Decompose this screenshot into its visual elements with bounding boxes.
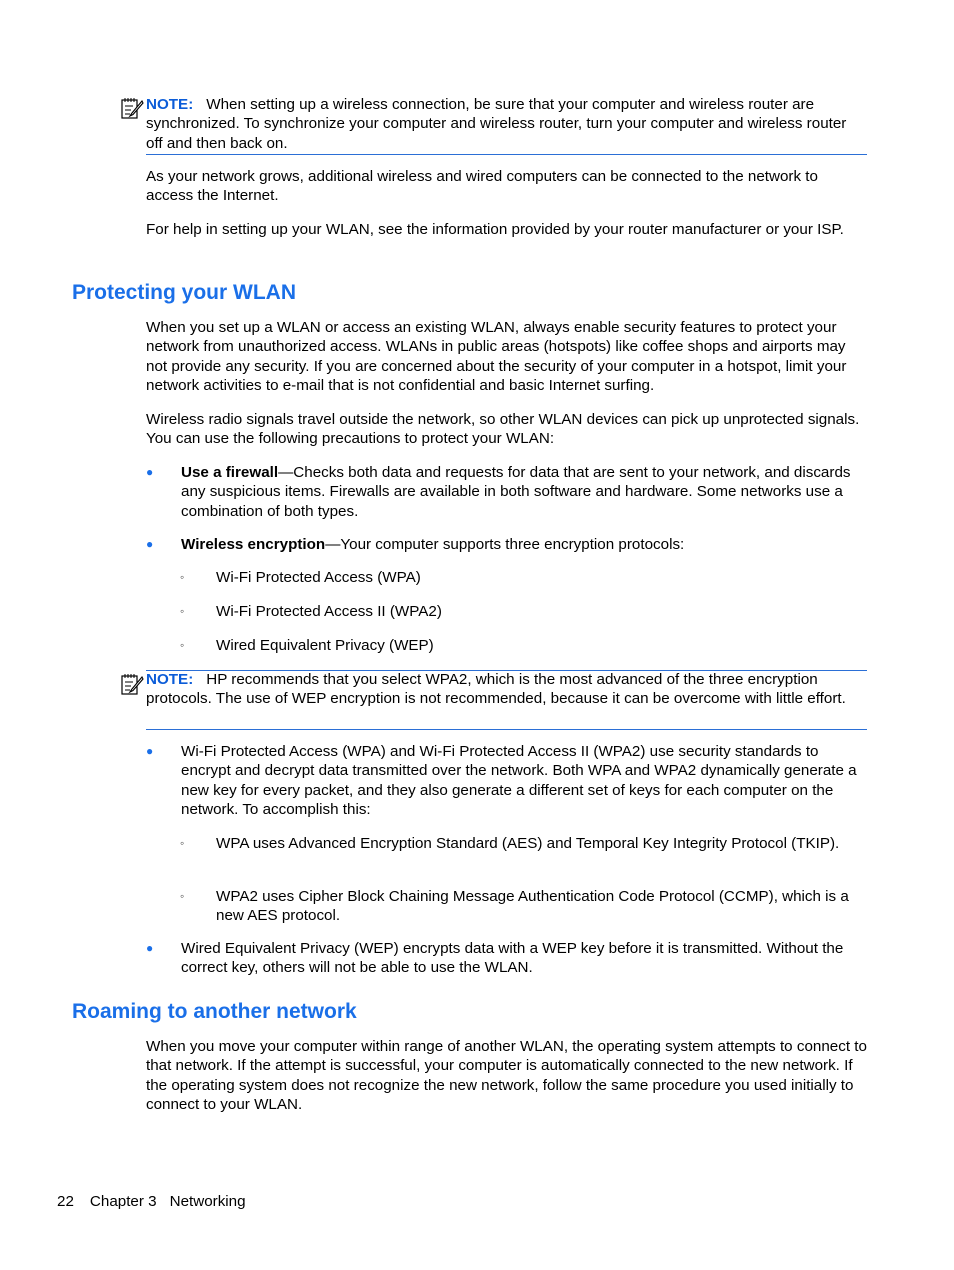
paragraph: When you move your computer within range of another WLAN, the operating system attempts to connect to that network. If the attempt is successful, your computer is automatically connected to the new network. If the operating system does not recognize the new network, follow the same procedure you used initially to connect to your WLAN.	[146, 1038, 867, 1114]
list-item: Wired Equivalent Privacy (WEP) encrypts data with a WEP key before it is transmitted. Without the correct key, others will not be able to use the WLAN.	[181, 940, 844, 977]
sub-bullet-icon: ◦	[180, 638, 185, 652]
bullet-icon: ●	[146, 941, 154, 955]
note-divider	[146, 154, 867, 155]
list-item	[181, 463, 867, 521]
note-label: NOTE:	[146, 96, 194, 113]
sub-bullet-icon: ◦	[180, 604, 185, 618]
note-1	[146, 95, 867, 153]
chapter-title: Networking	[169, 1193, 246, 1210]
note-divider	[146, 729, 867, 730]
chapter-label: Chapter 3	[89, 1193, 157, 1210]
note-label: NOTE:	[146, 671, 194, 688]
term: Use a firewall	[181, 464, 279, 481]
paragraph: Wireless radio signals travel outside the network, so other WLAN devices can pick up unprotected signals. You can use the following precautions to protect your WLAN:	[146, 411, 860, 448]
term-desc: —Your computer supports three encryption protocols:	[325, 536, 685, 553]
sub-list-item: WPA uses Advanced Encryption Standard (AES) and Temporal Key Integrity Protocol (TKIP).	[216, 835, 840, 852]
list-item	[181, 535, 867, 554]
page-number: 22	[57, 1193, 74, 1210]
paragraph: As your network grows, additional wireless and wired computers can be connected to the network to access the Internet.	[146, 168, 818, 205]
note-text: HP recommends that you select WPA2, which is the most advanced of the three encryption protocols. The use of WEP encryption is not recommended, because it can be overcome with little effort.	[146, 671, 846, 708]
note-icon	[120, 672, 144, 696]
note-icon	[120, 96, 144, 120]
bullet-icon: ●	[146, 744, 154, 758]
sub-bullet-icon: ◦	[180, 570, 185, 584]
section-heading-protecting-wlan: Protecting your WLAN	[72, 281, 296, 304]
sub-list-item: Wi-Fi Protected Access (WPA)	[216, 569, 421, 586]
page-footer	[57, 1192, 246, 1211]
list-item: Wi-Fi Protected Access (WPA) and Wi-Fi Protected Access II (WPA2) use security standards to encrypt and decrypt data transmitted over the network. Both WPA and WPA2 dynamically generate a new key for every packet, and they also generate a different set of keys for each computer on the network. To accomplish this:	[181, 743, 857, 819]
sub-list-item: WPA2 uses Cipher Block Chaining Message Authentication Code Protocol (CCMP), which is a new AES protocol.	[216, 888, 849, 925]
sub-bullet-icon: ◦	[180, 836, 185, 850]
paragraph: For help in setting up your WLAN, see the information provided by your router manufacturer or your ISP.	[146, 221, 844, 238]
note-text: When setting up a wireless connection, be sure that your computer and wireless router are synchronized. To synchronize your computer and wireless router, turn your computer and wireless router off and then back on.	[146, 96, 847, 152]
term: Wireless encryption	[181, 536, 326, 553]
term-desc: —Checks both data and requests for data that are sent to your network, and discards any suspicious items. Firewalls are available in both software and hardware. Some networks use a combination of both types.	[181, 464, 851, 520]
sub-bullet-icon: ◦	[180, 889, 185, 903]
section-heading-roaming: Roaming to another network	[72, 1000, 357, 1023]
sub-list-item: Wired Equivalent Privacy (WEP)	[216, 637, 434, 654]
paragraph: When you set up a WLAN or access an existing WLAN, always enable security features to protect your network from unauthorized access. WLANs in public areas (hotspots) like coffee shops and airports may not provide any security. If you are concerned about the security of your computer in a hotspot, limit your network activities to e-mail that is not confidential and basic Internet surfing.	[146, 319, 847, 395]
sub-list-item: Wi-Fi Protected Access II (WPA2)	[216, 603, 442, 620]
bullet-icon: ●	[146, 537, 154, 551]
bullet-icon: ●	[146, 465, 154, 479]
note-2	[146, 670, 867, 709]
